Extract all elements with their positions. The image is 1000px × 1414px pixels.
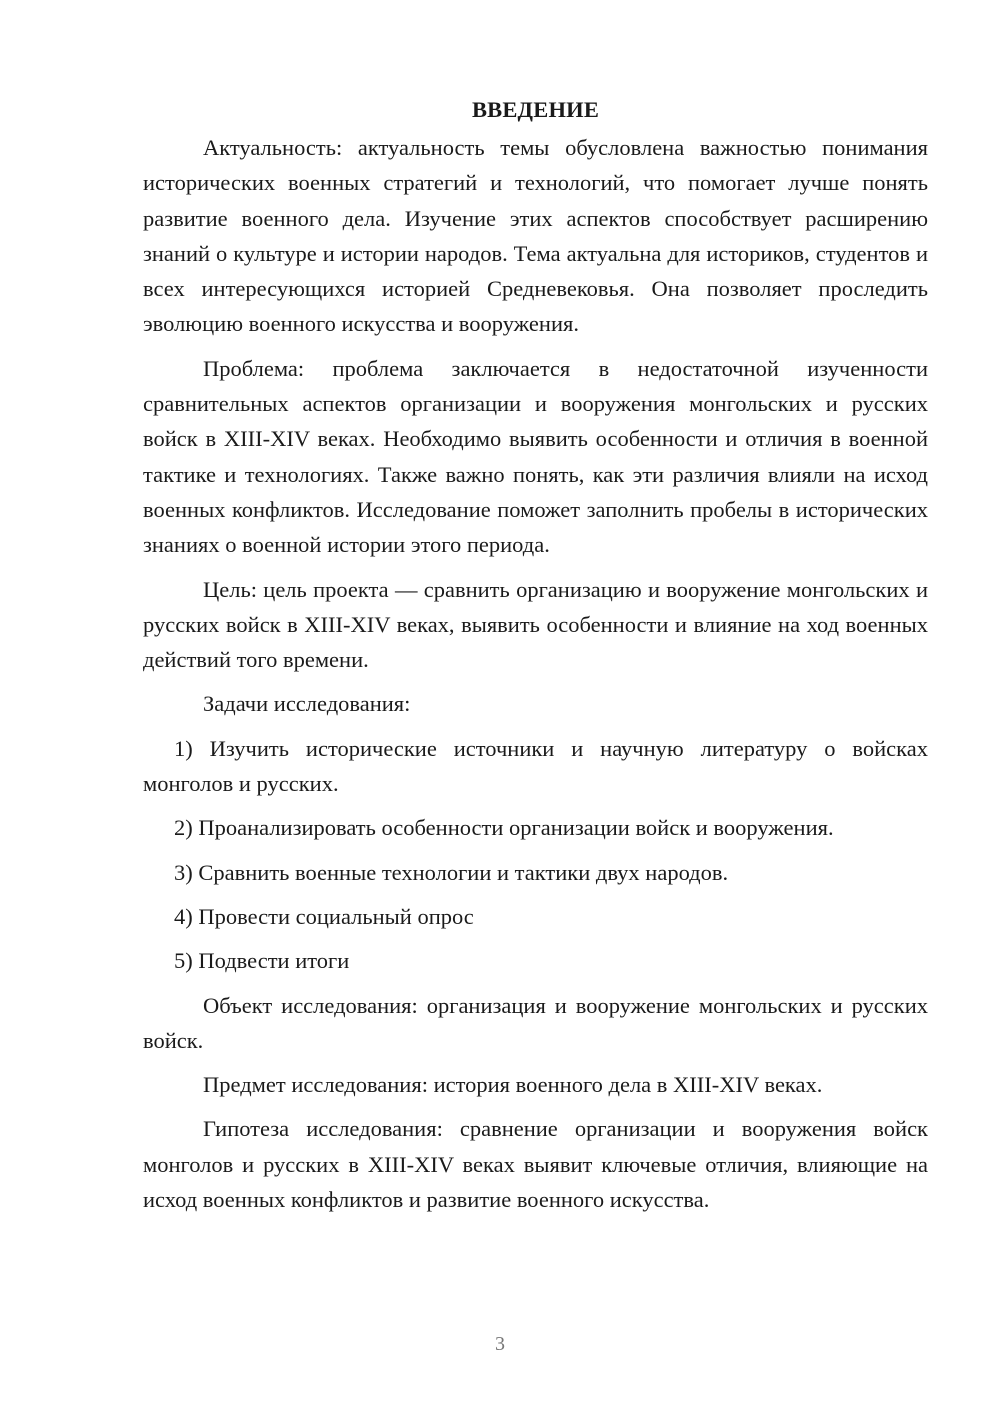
task-item-1: 1) Изучить исторические источники и научную литературу о войсках монголов и русских. <box>143 735 928 797</box>
paragraph-object: Объект исследования: организация и вооружение монгольских и русских войск. <box>143 992 928 1053</box>
document-page <box>143 92 928 1217</box>
paragraph-subject: Предмет исследования: история военного дела в XIII-XIV веках. <box>203 1072 823 1098</box>
task-item-2: 2) Проанализировать особенности организации войск и вооружения. <box>174 815 834 841</box>
task-item-5: 5) Подвести итоги <box>174 948 350 974</box>
paragraph-problem: Проблема: проблема заключается в недостаточной изученности сравнительных аспектов организации и вооружения монгольских и русских войск в XIII-XIV веках. Необходимо выявить особенности и отличия в военной тактике и технологиях. Также важно понять, как эти различия влияли на исход военных конфликтов. Исследование поможет заполнить пробелы в исторических знаниях о военной истории этого периода. <box>143 355 928 558</box>
paragraph-relevance: Актуальность: актуальность темы обусловлена важностью понимания исторических военных стратегий и технологий, что помогает лучше понять развитие военного дела. Изучение этих аспектов способствует расширению знаний о культуре и истории народов. Тема актуальна для историков, студентов и всех интересующихся историей Средневековья. Она позволяет проследить эволюцию военного искусства и вооружения. <box>143 135 928 337</box>
page-number: 3 <box>495 1333 505 1355</box>
paragraph-goal: Цель: цель проекта — сравнить организацию и вооружение монгольских и русских войск в XIII-XIV веках, выявить особенности и влияние на ход военных действий того времени. <box>143 576 928 673</box>
paragraph-hypothesis: Гипотеза исследования: сравнение организации и вооружения войск монголов и русских в XIII-XIV веках выявит ключевые отличия, влияющие на исход военных конфликтов и развитие военного искусства. <box>143 1116 928 1213</box>
task-item-4: 4) Провести социальный опрос <box>174 903 474 929</box>
tasks-heading: Задачи исследования: <box>203 691 411 717</box>
task-item-3: 3) Сравнить военные технологии и тактики двух народов. <box>174 859 729 885</box>
document-title: ВВЕДЕНИЕ <box>471 97 600 122</box>
